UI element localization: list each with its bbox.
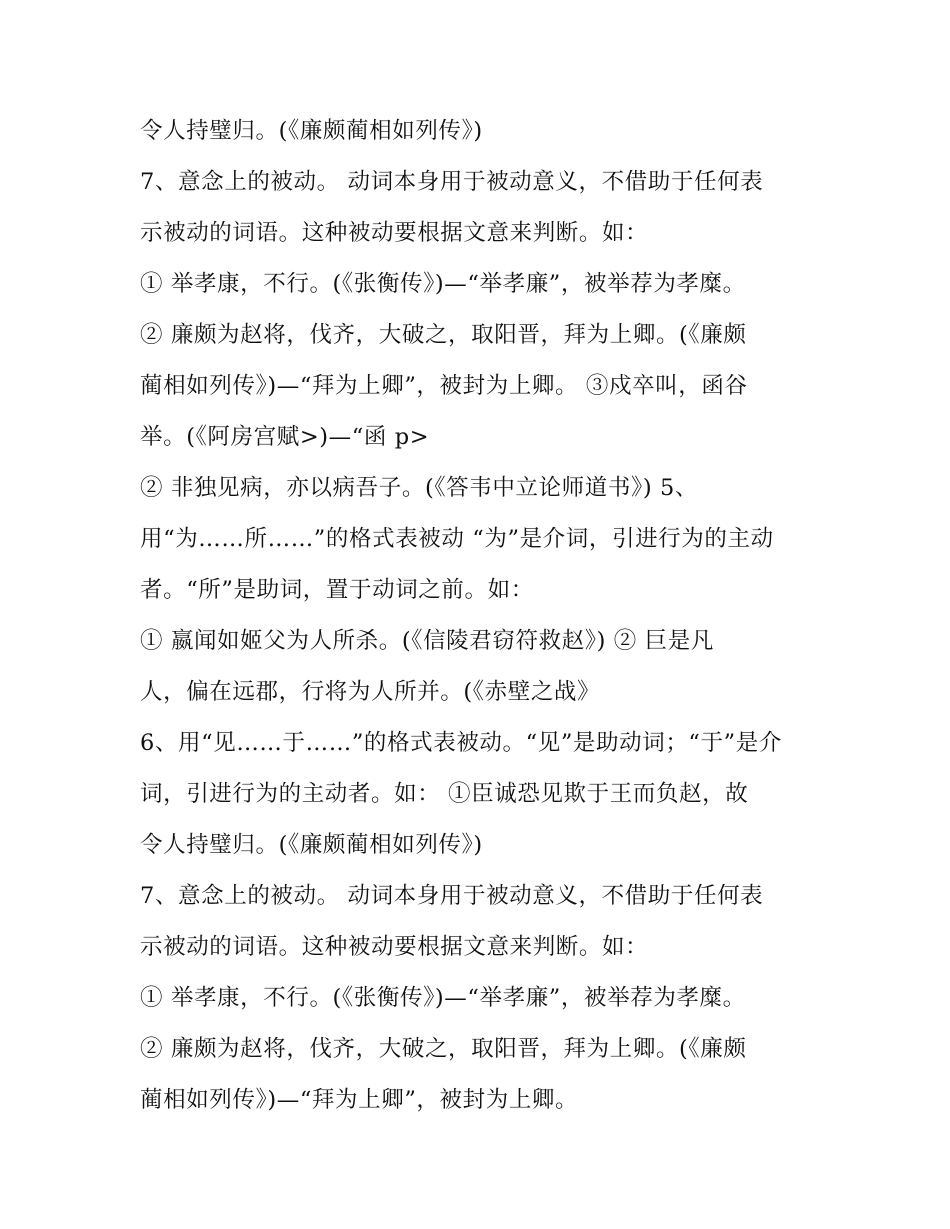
text-line: 举。(《阿房宫赋>)—“函 p>: [140, 424, 430, 450]
text-line: ② 廉颇为赵将，伐齐，大破之，取阳晋，拜为上卿。(《廉颇: [140, 1036, 747, 1062]
text-line: 示被动的词语。这种被动要根据文意来判断。如：: [140, 220, 649, 246]
text-line: 词，引进行为的主动者。如： ①臣诚恐见欺于王而负赵，故: [140, 781, 749, 807]
text-line: ① 举孝康，不行。(《张衡传》)—“举孝廉”，被举荐为孝糜。: [140, 985, 746, 1011]
text-line: 者。“所”是助词，置于动词之前。如：: [140, 577, 534, 603]
text-line: 示被动的词语。这种被动要根据文意来判断。如：: [140, 934, 649, 960]
text-line: 6、用“见……于……”的格式表被动。“见”是助动词；“于”是介: [140, 730, 782, 756]
text-line: 蔺相如列传》)—“拜为上卿”，被封为上卿。 ③戍卒叫，函谷: [140, 373, 748, 399]
text-line: ② 非独见病，亦以病吾子。(《答韦中立论师道书》) 5、: [140, 475, 698, 501]
text-line: 人，偏在远郡，行将为人所并。(《赤壁之战》: [140, 679, 601, 705]
text-line: 7、意念上的被动。 动词本身用于被动意义，不借助于任何表: [140, 883, 764, 909]
text-line: 7、意念上的被动。 动词本身用于被动意义，不借助于任何表: [140, 169, 764, 195]
text-line: 用“为……所……”的格式表被动 “为”是介词，引进行为的主动: [140, 526, 774, 552]
text-line: 令人持璧归。(《廉颇蔺相如列传》): [140, 832, 483, 858]
text-line: 令人持璧归。(《廉颇蔺相如列传》): [140, 118, 483, 144]
body-text: [140, 106, 820, 1126]
text-line: ① 举孝康，不行。(《张衡传》)—“举孝廉”，被举荐为孝糜。: [140, 271, 746, 297]
text-line: ② 廉颇为赵将，伐齐，大破之，取阳晋，拜为上卿。(《廉颇: [140, 322, 747, 348]
text-line: ① 嬴闻如姬父为人所杀。(《信陵君窃符救赵》) ② 巨是凡: [140, 628, 714, 654]
text-line: 蔺相如列传》)—“拜为上卿”，被封为上卿。: [140, 1087, 579, 1113]
